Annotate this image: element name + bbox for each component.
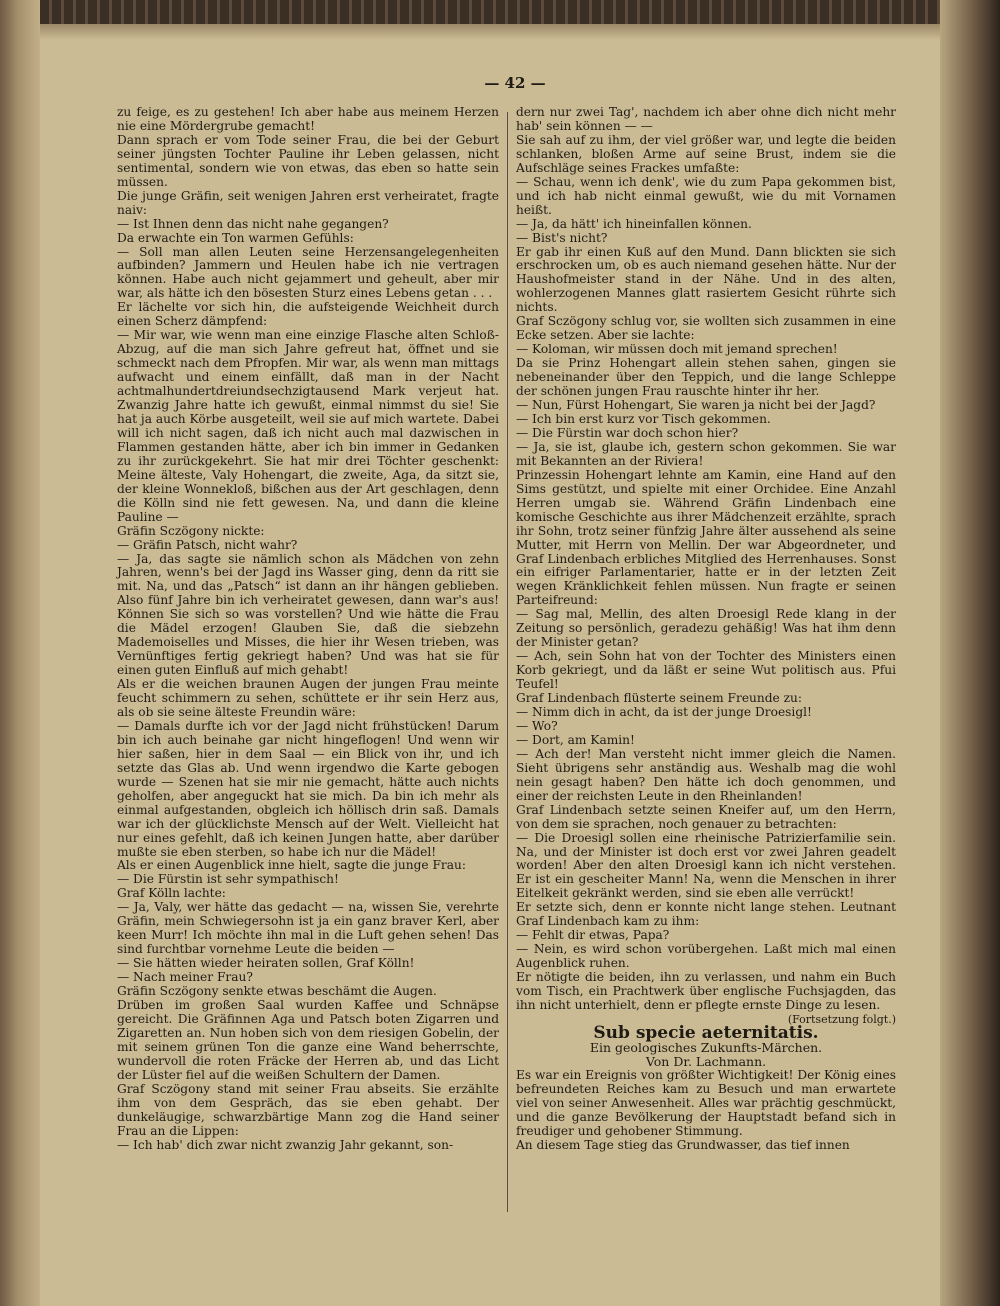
paragraph: Er nötigte die beiden, ihn zu verlassen, und nahm ein Buch vom Tisch, ein Prachtwerk über englische Fuchsjagden, das ihn nicht unterhielt, denn er pflegte ernste Dinge zu lesen. xyxy=(516,970,896,1012)
column-divider xyxy=(507,112,508,1212)
paragraph: — Ja, Valy, wer hätte das gedacht — na, wissen Sie, verehrte Gräfin, mein Schwiegersohn ist ja ein ganz braver Kerl, aber keen Murr! Ich möchte ihn mal in die Luft gehen sehen! Das sind furchtbar vornehme Leute die beiden — xyxy=(117,900,499,957)
paragraph: — Mir war, wie wenn man eine einzige Flasche alten Schloß-Abzug, auf die man sich Jahre gefreut hat, öffnet und sie schmeckt nach dem Pfropfen. Mir war, als wenn man mittags aufwacht und einem einfällt, daß man in der Nacht achtmalhundertdreiundsechzigtausend Mark verjeut hat. Zwanzig Jahre hatte ich gewußt, einmal nimmst du sie! Sie hat ja auch Körbe ausgeteilt, weil sie auf mich wartete. Dabei will ich nicht sagen, daß ich nicht auch mal dazwischen in Flammen gestanden hätte, aber ich bin immer in Gedanken zu ihr zurückgekehrt. Sie hat mir drei Töchter geschenkt: Meine älteste, Valy Hohengart, die zweite, Aga, da sitzt sie, der kleine Wonnekloß, bißchen aus der Art geschlagen, denn die Kölln sind nie fett gewesen. Na, und dann die kleine Pauline — xyxy=(117,328,499,524)
paragraph: — Wo? xyxy=(516,718,558,733)
paragraph: Graf Sczögony stand mit seiner Frau abseits. Sie erzählte ihm von dem Gespräch, das sie eben gehabt. Der dunkeläugige, schwarzbärtige Mann zog die Hand seiner Frau an die Lippen: xyxy=(117,1081,499,1138)
paragraph: — Sie hätten wieder heiraten sollen, Graf Kölln! xyxy=(117,956,415,971)
paragraph: Die junge Gräfin, seit wenigen Jahren erst verheiratet, fragte naiv: xyxy=(117,188,499,217)
paragraph: — Ist Ihnen denn das nicht nahe gegangen? xyxy=(117,216,389,231)
paragraph: — Damals durfte ich vor der Jagd nicht frühstücken! Darum bin ich auch beinahe gar nicht hingeflogen! Und wenn wir hier saßen, hier in dem Saal — ein Blick von ihr, und ich setzte das Glas ab. Und wenn irgendwo die Karte gebogen wurde — Szenen hat sie mir nie gemacht, hätte auch nichts geholfen, aber angeguckt hat sie mich. Da bin ich mehr als einmal aufgestanden, obgleich ich höllisch drin saß. Damals war ich der glücklichste Mensch auf der Welt. Vielleicht hat nur eines gefehlt, daß ich keinen Jungen hatte, aber darüber mußte sie eben sterben, so habe ich nur die Mädel! xyxy=(117,718,499,859)
paragraph: — Ach der! Man versteht nicht immer gleich die Namen. Sieht übrigens sehr anständig aus. Weshalb mag die wohl nein gesagt haben? Den hätte ich doch genommen, und einer der reichsten Leute in den Rheinlanden! xyxy=(516,746,896,803)
paragraph: Graf Lindenbach setzte seinen Kneifer auf, um den Herrn, von dem sie sprachen, noch genauer zu betrachten: xyxy=(516,802,896,831)
paragraph: — Ja, da hätt' ich hineinfallen können. xyxy=(516,216,752,231)
paragraph: Graf Lindenbach flüsterte seinem Freunde zu: xyxy=(516,691,803,706)
paragraph: Graf Sczögony schlug vor, sie wollten sich zusammen in eine Ecke setzen. Aber sie lachte: xyxy=(516,314,896,343)
paragraph: — Koloman, wir müssen doch mit jemand sprechen! xyxy=(516,342,838,357)
paragraph: — Ach, sein Sohn hat von der Tochter des Ministers einen Korb gekriegt, und da läßt er seine Wut politisch aus. Pfui Teufel! xyxy=(516,649,896,692)
left-column xyxy=(117,106,499,1152)
page-top-shadow xyxy=(40,24,940,40)
paragraph: dern nur zwei Tag', nachdem ich aber ohne dich nicht mehr hab' sein können — — xyxy=(516,105,896,133)
paragraph: — Bist's nicht? xyxy=(516,230,608,245)
paragraph: Da erwachte ein Ton warmen Gefühls: xyxy=(117,230,354,245)
paragraph: — Sag mal, Mellin, des alten Droesigl Rede klang in der Zeitung so persönlich, geradezu gehäßig! Was hat ihm denn der Minister getan? xyxy=(516,607,896,650)
feature-subtitle: Ein geologisches Zukunfts-Märchen. xyxy=(589,1039,823,1055)
paragraph: — Die Droesigl sollen eine rheinische Patrizierfamilie sein. Na, und der Minister ist doch erst vor zwei Jahren geadelt worden! Aber den alten Droesigl kann ich nicht verstehen. Er ist ein gescheiter Mann! Na, wenn die Menschen in ihrer Eitelkeit gekränkt werden, sind sie eben alle verrückt! xyxy=(516,830,896,901)
paragraph: — Ich hab' dich zwar nicht zwanzig Jahr gekannt, son- xyxy=(117,1137,454,1152)
paragraph: Dann sprach er vom Tode seiner Frau, die bei der Geburt seiner jüngsten Tochter Pauline ihr Leben gelassen, nicht sentimental, sondern wie von etwas, das eben so hatte sein müssen. xyxy=(117,132,499,189)
paragraph: — Die Fürstin war doch schon hier? xyxy=(516,425,739,440)
paragraph: Gräfin Sczögony nickte: xyxy=(117,523,265,538)
paragraph: — Nach meiner Frau? xyxy=(117,970,253,985)
feature-author: Von Dr. Lachmann. xyxy=(645,1053,767,1069)
paragraph: — Nimm dich in acht, da ist der junge Droesigl! xyxy=(516,704,812,719)
paragraph: — Nein, es wird schon vorübergehen. Laßt mich mal einen Augenblick ruhen. xyxy=(516,942,896,971)
paragraph: — Nun, Fürst Hohengart, Sie waren ja nicht bei der Jagd? xyxy=(516,398,876,413)
paragraph: Sie sah auf zu ihm, der viel größer war, und legte die beiden schlanken, bloßen Arme auf seine Brust, indem sie die Aufschläge seines Frackes umfaßte: xyxy=(516,132,896,175)
paragraph: Als er einen Augenblick inne hielt, sagte die junge Frau: xyxy=(117,858,466,873)
paragraph: — Dort, am Kamin! xyxy=(516,732,635,747)
paragraph: Er gab ihr einen Kuß auf den Mund. Dann blickten sie sich erschrocken um, ob es auch niemand gesehen hätte. Nur der Haushofmeister stand in der Nähe. Und in des alten, wohlerzogenen Mannes glatt rasiertem Gesicht rührte sich nichts. xyxy=(516,244,896,315)
page-top-edge xyxy=(40,0,940,24)
paragraph: Er lächelte vor sich hin, die aufsteigende Weichheit durch einen Scherz dämpfend: xyxy=(117,300,499,329)
paragraph: Es war ein Ereignis von größter Wichtigkeit! Der König eines befreundeten Reiches kam zu Besuch und man erwartete viel von seiner Anwesenheit. Alles war prächtig geschmückt, und die ganze Bevölkerung der Hauptstadt befand sich in freudiger und gehobener Stimmung. xyxy=(516,1067,896,1138)
paragraph: — Ja, das sagte sie nämlich schon als Mädchen von zehn Jahren, wenn's bei der Jagd ins Wasser ging, denn da ritt sie mit. Na, und das „Patsch“ ist dann an ihr hängen geblieben. Also fünf Jahre bin ich verheiratet gewesen, dann war's aus! Können Sie sich so was vorstellen? Und wie hätte die Frau die Mädel erzogen! Glauben Sie, daß die siebzehn Mademoiselles und Misses, die hier ihr Wesen trieben, was Vernünftiges fertig gekriegt haben? Und was hat sie für einen guten Einfluß auf mich gehabt! xyxy=(117,551,499,678)
paragraph: Prinzessin Hohengart lehnte am Kamin, eine Hand auf den Sims gestützt, und spielte mit einer Orchidee. Eine Anzahl Herren umgab sie. Während Gräfin Lindenbach eine komische Geschichte aus ihrer Mädchenzeit erzählte, sprach ihr Sohn, trotz seiner fünfzig Jahre älter aussehend als seine Mutter, mit Herrn von Mellin. Der war Abgeordneter, und Graf Lindenbach erbliches Mitglied des Herrenhauses. Sonst ein eifriger Parlamentarier, hatte er in der letzten Zeit wegen Kränklichkeit fehlen müssen. Nun fragte er seinen Parteifreund: xyxy=(516,467,896,608)
page-right-edge xyxy=(940,0,1000,1306)
paragraph: Drüben im großen Saal wurden Kaffee und Schnäpse gereicht. Die Gräfinnen Aga und Patsch boten Zigarren und Zigaretten an. Nun hoben sich von dem riesigen Gobelin, der mit seinem grünen Ton die ganze eine Wand beherrschte, wundervoll die roten Fräcke der Herren ab, und das Licht der Lüster fiel auf die weißen Schultern der Damen. xyxy=(117,998,499,1082)
paragraph: — Ich bin erst kurz vor Tisch gekommen. xyxy=(516,411,771,426)
paragraph: — Schau, wenn ich denk', wie du zum Papa gekommen bist, und ich hab nicht einmal gewußt, wie du mit Vornamen heißt. xyxy=(516,174,896,217)
paragraph: zu feige, es zu gestehen! Ich aber habe aus meinem Herzen nie eine Mördergrube gemacht! xyxy=(117,105,499,133)
feature-title: Sub specie aeternitatis. xyxy=(593,1022,819,1043)
paragraph: Graf Kölln lachte: xyxy=(117,886,226,901)
paragraph: Gräfin Sczögony senkte etwas beschämt die Augen. xyxy=(117,984,437,999)
continuation-note: (Fortsetzung folgt.) xyxy=(787,1012,896,1026)
right-column xyxy=(516,106,896,1152)
paragraph: — Ja, sie ist, glaube ich, gestern schon gekommen. Sie war mit Bekannten an der Riviera! xyxy=(516,439,896,468)
paragraph: An diesem Tage stieg das Grundwasser, das tief innen xyxy=(516,1137,850,1152)
paragraph: — Soll man allen Leuten seine Herzensangelegenheiten aufbinden? Jammern und Heulen habe ich nie vertragen können. Habe auch nicht gejammert und geheult, aber mir war, als hätte ich den bösesten Sturz eines Lebens getan . . . xyxy=(117,244,499,301)
paragraph: — Gräfin Patsch, nicht wahr? xyxy=(117,537,298,552)
paragraph: — Die Fürstin ist sehr sympathisch! xyxy=(117,872,339,887)
page-number: — 42 — xyxy=(484,74,546,92)
book-binding xyxy=(0,0,40,1306)
paragraph: Als er die weichen braunen Augen der jungen Frau meinte feucht schimmern zu sehen, schüttete er ihr sein Herz aus, als ob sie seine älteste Freundin wäre: xyxy=(117,677,499,719)
paragraph: Er setzte sich, denn er konnte nicht lange stehen. Leutnant Graf Lindenbach kam zu ihm: xyxy=(516,900,896,929)
paragraph: — Fehlt dir etwas, Papa? xyxy=(516,928,670,943)
paragraph: Da sie Prinz Hohengart allein stehen sahen, gingen sie nebeneinander über den Teppich, und die lange Schleppe der schönen jungen Frau rauschte hinter ihr her. xyxy=(516,356,896,399)
